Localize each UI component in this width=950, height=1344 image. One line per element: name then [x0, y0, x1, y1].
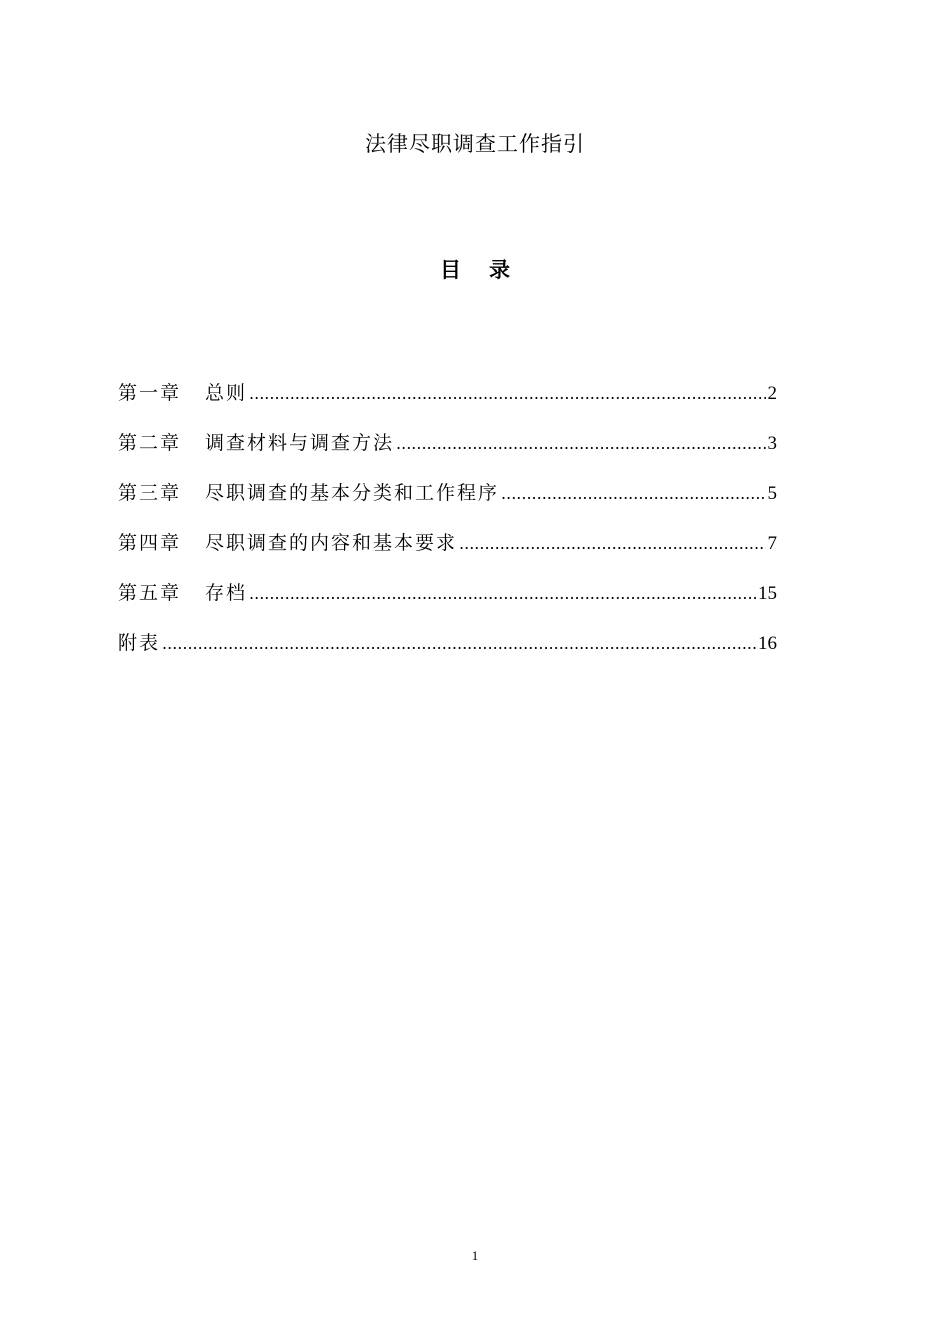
toc-dot-leader — [249, 384, 765, 403]
toc-entry-title: 存档 — [205, 582, 248, 604]
toc-page-number: 3 — [767, 433, 777, 454]
toc-entry-1[interactable] — [118, 378, 777, 428]
toc-entry-title: 附表 — [118, 632, 161, 654]
toc-chapter-label: 第五章 — [118, 582, 182, 604]
toc-entry-title: 调查材料与调查方法 — [205, 432, 395, 454]
toc-list — [118, 378, 777, 678]
toc-dot-leader — [249, 584, 756, 603]
toc-entry-title: 尽职调查的基本分类和工作程序 — [205, 482, 500, 504]
toc-chapter-label: 第三章 — [118, 482, 182, 504]
toc-entry-title: 总则 — [205, 382, 248, 404]
toc-heading — [0, 254, 950, 284]
toc-page-number: 2 — [767, 383, 777, 404]
toc-entry-title: 尽职调查的内容和基本要求 — [205, 532, 458, 554]
toc-page-number: 5 — [767, 483, 777, 504]
toc-dot-leader — [501, 484, 765, 503]
toc-page-number: 15 — [758, 583, 777, 604]
toc-entry-3[interactable] — [118, 478, 777, 528]
toc-chapter-label: 第四章 — [118, 532, 182, 554]
toc-dot-leader — [162, 634, 756, 653]
toc-entry-4[interactable] — [118, 528, 777, 578]
toc-entry-appendix[interactable] — [118, 628, 777, 678]
page-number: 1 — [471, 1248, 479, 1263]
toc-page-number: 7 — [767, 533, 777, 554]
toc-page-number: 16 — [758, 633, 777, 654]
toc-chapter-label: 第二章 — [118, 432, 182, 454]
toc-entry-5[interactable] — [118, 578, 777, 628]
toc-heading-left: 目 — [440, 258, 461, 282]
toc-chapter-label: 第一章 — [118, 382, 182, 404]
toc-entry-2[interactable] — [118, 428, 777, 478]
toc-dot-leader — [459, 534, 765, 553]
toc-heading-right: 录 — [489, 258, 510, 282]
document-title: 法律尽职调查工作指引 — [365, 132, 585, 156]
toc-dot-leader — [396, 434, 765, 453]
